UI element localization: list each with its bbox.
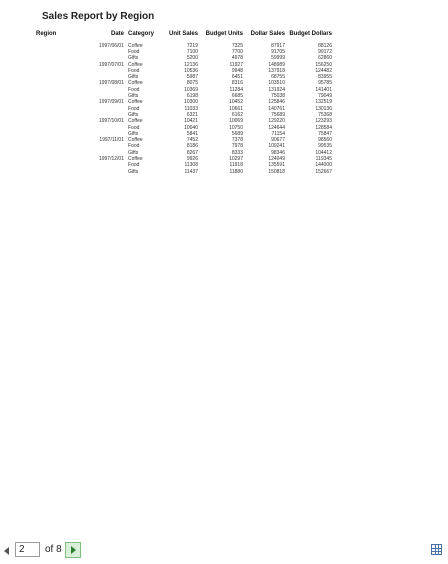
cell-dollar-sales: 135591	[268, 162, 285, 169]
cell-category: Coffee	[128, 155, 143, 162]
cell-budget-dollars: 62860	[318, 55, 332, 62]
cell-budget-dollars: 119345	[315, 155, 332, 162]
cell-unit-sales: 7100	[186, 48, 198, 55]
cell-budget-dollars: 123293	[315, 118, 332, 125]
cell-budget-dollars: 130136	[315, 105, 332, 112]
cell-category: Gifts	[128, 130, 139, 137]
cell-budget-dollars: 95785	[318, 80, 332, 87]
cell-category: Food	[128, 162, 140, 169]
cell-unit-sales: 11308	[184, 162, 198, 169]
cell-budget-dollars: 104412	[315, 149, 332, 156]
cell-category: Food	[128, 105, 140, 112]
cell-date: 1997/09/01	[98, 99, 124, 106]
cell-unit-sales: 6321	[186, 111, 198, 118]
cell-date: 1997/11/01	[99, 137, 124, 144]
cell-budget-units: 8316	[231, 80, 243, 87]
cell-category: Food	[128, 48, 140, 55]
cell-category: Food	[128, 67, 140, 74]
cell-unit-sales: 7219	[186, 42, 198, 49]
cell-dollar-sales: 87917	[271, 42, 285, 49]
cell-budget-units: 10069	[229, 118, 243, 125]
cell-unit-sales: 7452	[186, 137, 198, 144]
cell-category: Gifts	[128, 93, 139, 100]
cell-dollar-sales: 124644	[268, 124, 285, 131]
cell-unit-sales: 8075	[186, 80, 198, 87]
cell-unit-sales: 8186	[186, 143, 198, 150]
cell-budget-units: 6162	[231, 111, 243, 118]
cell-budget-units: 11927	[229, 61, 243, 68]
column-header-unit-sales: Unit Sales	[168, 31, 198, 37]
cell-unit-sales: 10369	[184, 86, 198, 93]
cell-budget-dollars: 98560	[318, 137, 332, 144]
cell-dollar-sales: 68755	[271, 74, 285, 81]
column-header-budget-dollars: Budget Dollars	[289, 31, 332, 37]
cell-budget-dollars: 99172	[318, 48, 332, 55]
column-header-category: Category	[128, 31, 155, 37]
cell-unit-sales: 10040	[184, 124, 198, 131]
cell-category: Coffee	[128, 99, 143, 106]
cell-dollar-sales: 131924	[268, 86, 285, 93]
sales-table	[36, 32, 332, 175]
cell-budget-units: 7978	[231, 143, 243, 150]
cell-unit-sales: 5200	[186, 55, 198, 62]
cell-unit-sales: 5841	[186, 130, 198, 137]
report-title: Sales Report by Region	[42, 11, 155, 22]
cell-unit-sales: 10536	[184, 67, 198, 74]
cell-dollar-sales: 109241	[268, 143, 285, 150]
cell-budget-units: 11880	[229, 168, 243, 175]
cell-budget-units: 7325	[231, 42, 243, 49]
cell-budget-dollars: 99535	[318, 143, 332, 150]
cell-category: Coffee	[128, 137, 143, 144]
cell-region	[36, 169, 88, 175]
cell-dollar-sales: 124049	[268, 155, 285, 162]
cell-date: 1997/12/01	[98, 155, 124, 162]
cell-budget-units: 11284	[229, 86, 243, 93]
cell-budget-units: 7700	[231, 48, 243, 55]
cell-category: Gifts	[128, 74, 139, 81]
cell-unit-sales: 8267	[186, 149, 198, 156]
cell-dollar-sales: 90677	[271, 137, 285, 144]
page-layout-icon[interactable]	[431, 544, 442, 555]
column-header-budget-units: Budget Units	[205, 31, 243, 37]
cell-budget-units: 4978	[231, 55, 243, 62]
cell-budget-dollars: 75368	[318, 111, 332, 118]
arrow-right-icon[interactable]	[65, 542, 81, 558]
column-header-dollar-sales: Dollar Sales	[250, 31, 285, 37]
header-row	[36, 32, 332, 43]
table-body	[36, 43, 332, 175]
cell-dollar-sales: 59999	[271, 55, 285, 62]
cell-dollar-sales: 98346	[271, 149, 285, 156]
cell-budget-units: 8333	[231, 149, 243, 156]
cell-budget-units: 6685	[231, 93, 243, 100]
cell-unit-sales: 12136	[184, 61, 198, 68]
cell-category: Gifts	[128, 168, 139, 175]
cell-date: 1997/08/01	[98, 80, 124, 87]
arrow-left-icon[interactable]	[4, 547, 9, 555]
table-row	[36, 169, 332, 175]
cell-budget-units: 9948	[231, 67, 243, 74]
cell-budget-dollars: 79049	[318, 93, 332, 100]
cell-budget-dollars: 75847	[318, 130, 332, 137]
cell-budget-units: 10452	[229, 99, 243, 106]
cell-budget-dollars: 124482	[315, 67, 332, 74]
cell-date	[88, 169, 126, 175]
cell-budget-dollars: 88126	[318, 42, 332, 49]
cell-budget-dollars: 83955	[318, 74, 332, 81]
cell-dollar-sales: 71154	[271, 130, 285, 137]
cell-budget-units: 7378	[231, 137, 243, 144]
cell-unit-sales: 10421	[184, 118, 198, 125]
cell-category: Coffee	[128, 42, 143, 49]
cell-category: Food	[128, 124, 140, 131]
cell-budget-dollars: 132519	[315, 99, 332, 106]
cell-budget-dollars: 144000	[315, 162, 332, 169]
cell-unit-sales: 9926	[186, 155, 198, 162]
cell-unit-sales: 6198	[186, 93, 198, 100]
cell-dollar-sales: 148989	[268, 61, 285, 68]
cell-dollar-sales: 140761	[268, 105, 285, 112]
cell-dollar-sales: 150818	[268, 168, 285, 175]
cell-dollar-sales: 129220	[268, 118, 285, 125]
column-header-date: Date	[110, 31, 124, 37]
page-count-label: of 8	[45, 544, 62, 555]
cell-date: 1997/10/01	[98, 118, 124, 125]
cell-budget-units: 5689	[231, 130, 243, 137]
cell-dollar-sales: 75689	[271, 111, 285, 118]
cell-budget-units: 6451	[231, 74, 243, 81]
cell-unit-sales: 11437	[184, 168, 198, 175]
cell-category: Coffee	[128, 118, 143, 125]
cell-unit-sales: 10300	[184, 99, 198, 106]
cell-category: Gifts	[128, 149, 139, 156]
cell-dollar-sales: 75038	[271, 93, 285, 100]
cell-budget-dollars: 156250	[315, 61, 332, 68]
cell-category: Food	[128, 86, 140, 93]
cell-category: Coffee	[128, 80, 143, 87]
pager-bar	[0, 540, 448, 564]
cell-date: 1997/06/01	[98, 42, 124, 49]
cell-dollar-sales: 103510	[268, 80, 285, 87]
cell-unit-sales: 11033	[184, 105, 198, 112]
cell-dollar-sales: 91705	[271, 48, 285, 55]
cell-budget-dollars: 141401	[315, 86, 332, 93]
cell-category: Gifts	[128, 55, 139, 62]
column-header-region: Region	[36, 31, 57, 37]
cell-date: 1997/07/01	[98, 61, 124, 68]
cell-budget-dollars: 152667	[315, 168, 332, 175]
page-number-input[interactable]	[15, 542, 40, 557]
cell-budget-dollars: 128584	[315, 124, 332, 131]
cell-budget-units: 10661	[229, 105, 243, 112]
cell-category: Coffee	[128, 61, 143, 68]
cell-budget-units: 10297	[229, 155, 243, 162]
cell-unit-sales: 5987	[186, 74, 198, 81]
cell-dollar-sales: 125846	[268, 99, 285, 106]
cell-budget-units: 10750	[229, 124, 243, 131]
cell-category: Gifts	[128, 111, 139, 118]
cell-dollar-sales: 137918	[268, 67, 285, 74]
cell-category: Food	[128, 143, 140, 150]
cell-budget-units: 11918	[229, 162, 243, 169]
